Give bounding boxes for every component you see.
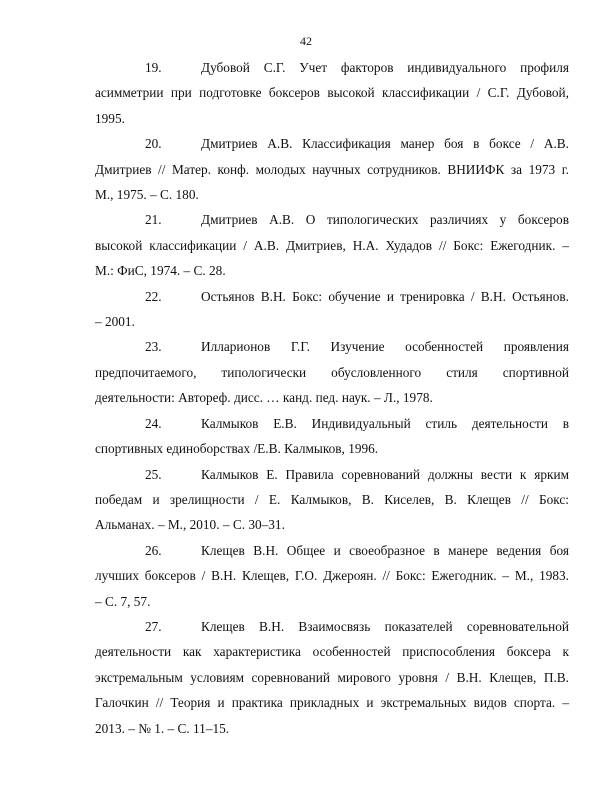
reference-item [95,462,569,538]
reference-line: асимметрии при подготовке боксеров высокой классификации / С.Г. Дубовой, [95,85,569,101]
reference-number: 19. [145,60,162,75]
reference-line: 1995. [95,110,125,126]
page-number: 42 [300,34,312,48]
reference-text: Калмыков Е.В. Индивидуальный стиль деятельности в [201,415,569,431]
reference-item [95,131,569,207]
reference-line [95,284,569,309]
reference-line [95,614,569,639]
reference-line: Альманах. – М., 2010. – С. 30–31. [95,517,285,533]
reference-number: 25. [145,466,162,482]
reference-line: экстремальным условиям соревнований мирового уровня / В.Н. Клещев, П.В. [95,669,569,685]
reference-number: 22. [145,288,162,304]
reference-line [95,538,569,563]
reference-line: деятельности как характеристика особенностей приспособления боксера к [95,644,569,660]
reference-line: деятельности: Автореф. дисс. … канд. пед. наук. – Л., 1978. [95,390,433,406]
reference-line [95,207,569,232]
reference-line: Галочкин // Теория и практика прикладных и экстремальных видов спорта. – [95,695,569,711]
reference-number: 20. [145,136,162,152]
reference-line: предпочитаемого, типологически обусловленного стиля спортивной [95,364,569,380]
reference-number: 24. [145,415,162,431]
reference-item [95,207,569,283]
reference-number: 26. [145,542,162,558]
reference-line [95,131,569,156]
reference-item [95,55,569,131]
reference-line: – С. 7, 57. [95,593,151,609]
reference-line: спортивных единоборствах /Е.В. Калмыков, 1996. [95,441,379,457]
reference-text: Дмитриев А.В. Классификация манер боя в боксе / А.В. [201,136,569,152]
reference-text: Дмитриев А.В. О типологических различиях у боксеров [201,212,569,228]
reference-text: Остьянов В.Н. Бокс: обучение и тренировка / В.Н. Остьянов. [201,288,569,304]
reference-text: Дубовой С.Г. Учет факторов индивидуального профиля [201,60,569,75]
reference-line [95,55,569,80]
reference-line: высокой классификации / А.В. Дмитриев, Н.А. Худадов // Бокс: Ежегодник. – [95,237,569,253]
reference-line: – 2001. [95,314,135,330]
reference-line: 2013. – № 1. – С. 11–15. [95,720,230,736]
reference-line [95,334,569,359]
reference-list [95,55,569,741]
reference-text: Клещев В.Н. Общее и своеобразное в манере ведения боя [201,542,569,558]
reference-item [95,411,569,462]
reference-line [95,462,569,487]
reference-line: М.: ФиС, 1974. – С. 28. [95,263,226,279]
reference-line: победам и зрелищности / Е. Калмыков, В. Киселев, В. Клещев // Бокс: [95,491,569,507]
reference-text: Калмыков Е. Правила соревнований должны вести к ярким [201,466,569,482]
reference-item [95,538,569,614]
reference-line: Дмитриев // Матер. конф. молодых научных сотрудников. ВНИИФК за 1973 г. [95,161,569,177]
reference-text: Илларионов Г.Г. Изучение особенностей проявления [201,339,569,355]
reference-line: лучших боксеров / В.Н. Клещев, Г.О. Джероян. // Бокс: Ежегодник. – М., 1983. [95,568,569,584]
reference-number: 21. [145,212,162,228]
reference-line [95,411,569,436]
reference-line: М., 1975. – С. 180. [95,187,199,203]
reference-item [95,614,569,741]
reference-item [95,334,569,410]
reference-number: 27. [145,618,162,634]
reference-item [95,284,569,335]
reference-text: Клещев В.Н. Взаимосвязь показателей соревновательной [201,618,569,634]
reference-number: 23. [145,339,162,355]
